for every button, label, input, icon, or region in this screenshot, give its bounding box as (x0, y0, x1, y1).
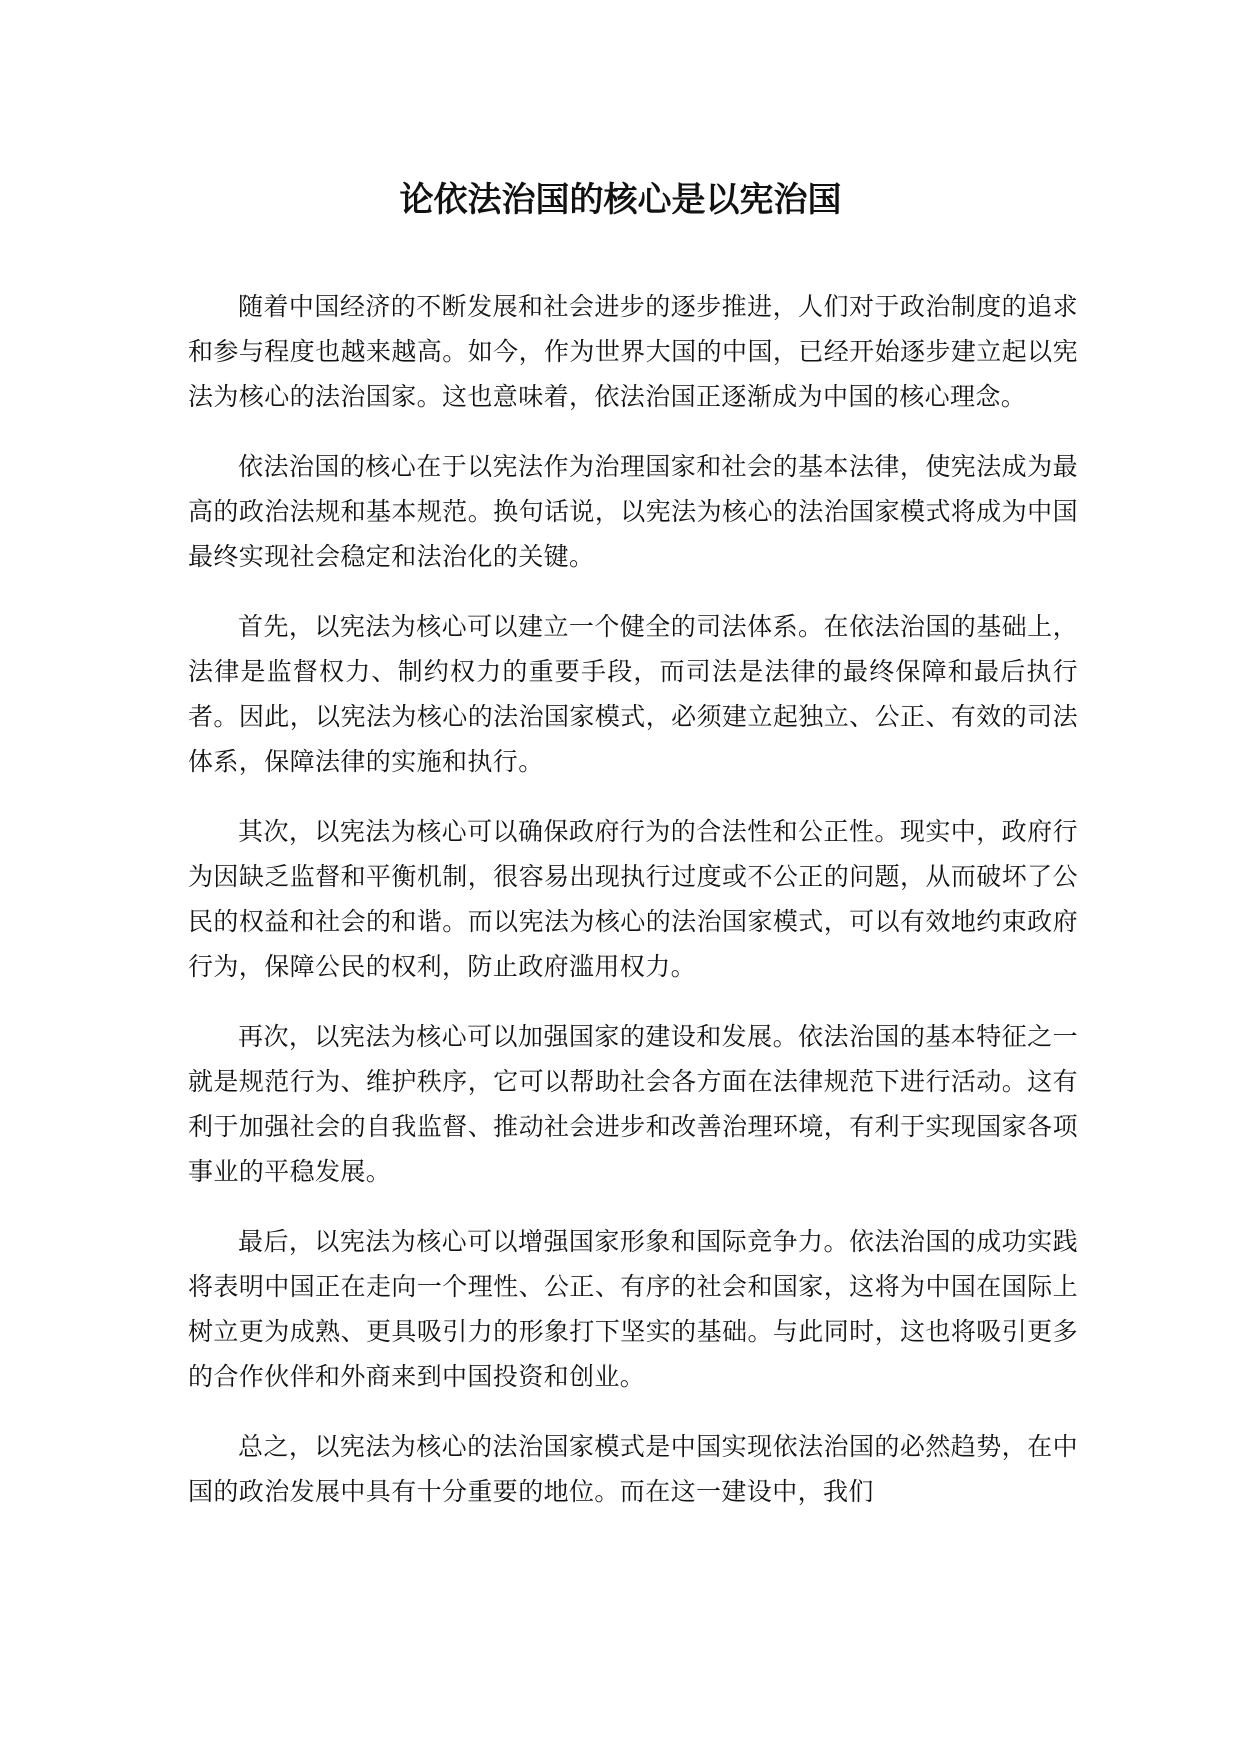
document-body (188, 284, 1078, 1539)
paragraph: 最后，以宪法为核心可以增强国家形象和国际竞争力。依法治国的成功实践将表明中国正在走向一个理性、公正、有序的社会和国家，这将为中国在国际上树立更为成熟、更具吸引力的形象打下坚实的基础。与此同时，这也将吸引更多的合作伙伴和外商来到中国投资和创业。 (188, 1227, 1078, 1391)
paragraph: 依法治国的核心在于以宪法作为治理国家和社会的基本法律，使宪法成为最高的政治法规和基本规范。换句话说，以宪法为核心的法治国家模式将成为中国最终实现社会稳定和法治化的关键。 (188, 452, 1078, 571)
paragraph: 首先，以宪法为核心可以建立一个健全的司法体系。在依法治国的基础上，法律是监督权力、制约权力的重要手段，而司法是法律的最终保障和最后执行者。因此，以宪法为核心的法治国家模式，必须建立起独立、公正、有效的司法体系，保障法律的实施和执行。 (188, 612, 1078, 776)
document-title: 论依法治国的核心是以宪治国 (399, 180, 842, 220)
paragraph: 再次，以宪法为核心可以加强国家的建设和发展。依法治国的基本特征之一就是规范行为、维护秩序，它可以帮助社会各方面在法律规范下进行活动。这有利于加强社会的自我监督、推动社会进步和改善治理环境，有利于实现国家各项事业的平稳发展。 (188, 1022, 1078, 1186)
paragraph: 随着中国经济的不断发展和社会进步的逐步推进，人们对于政治制度的追求和参与程度也越来越高。如今，作为世界大国的中国，已经开始逐步建立起以宪法为核心的法治国家。这也意味着，依法治国正逐渐成为中国的核心理念。 (188, 292, 1078, 411)
paragraph: 其次，以宪法为核心可以确保政府行为的合法性和公正性。现实中，政府行为因缺乏监督和平衡机制，很容易出现执行过度或不公正的问题，从而破坏了公民的权益和社会的和谐。而以宪法为核心的法治国家模式，可以有效地约束政府行为，保障公民的权利，防止政府滥用权力。 (188, 817, 1078, 981)
paragraph: 总之，以宪法为核心的法治国家模式是中国实现依法治国的必然趋势，在中国的政治发展中具有十分重要的地位。而在这一建设中，我们 (188, 1432, 1078, 1506)
